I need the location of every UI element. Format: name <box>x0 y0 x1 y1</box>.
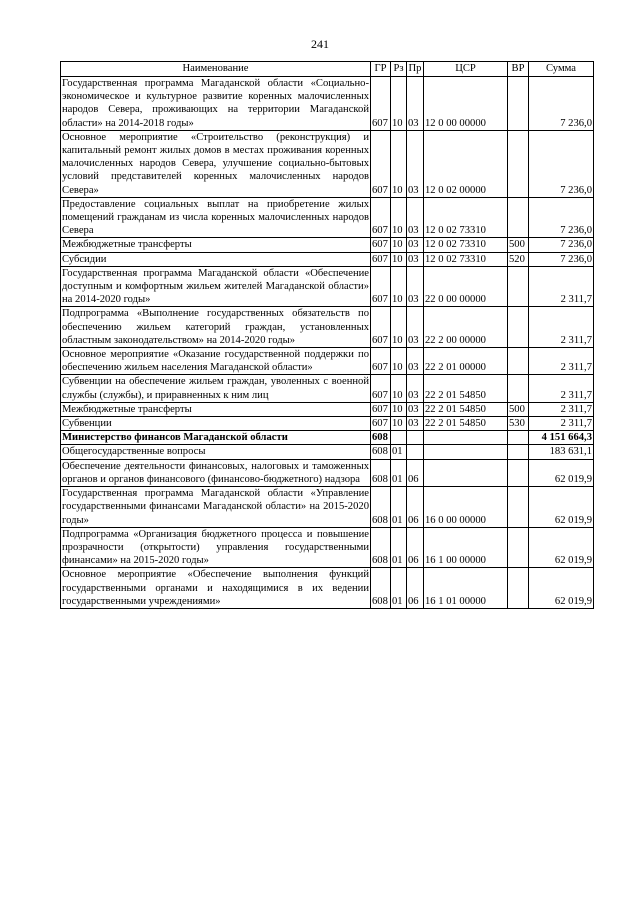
table-row <box>61 130 594 197</box>
row-csr: 16 0 00 00000 <box>424 487 508 528</box>
table-row <box>61 307 594 348</box>
table-row <box>61 252 594 266</box>
table-row <box>61 266 594 307</box>
row-gr: 607 <box>371 252 391 266</box>
header-pr: Пр <box>407 62 424 77</box>
row-name: Министерство финансов Магаданской области <box>61 431 371 445</box>
row-rz: 10 <box>391 348 407 375</box>
row-rz <box>391 431 407 445</box>
row-name: Подпрограмма «Выполнение государственных обязательств по обеспечению жильем категорий граждан, установленных областным законодательством» на 2014-2020 годы» <box>62 308 369 346</box>
row-gr: 607 <box>371 307 391 348</box>
row-rz: 01 <box>391 527 407 568</box>
row-vr <box>508 527 529 568</box>
row-pr: 03 <box>407 402 424 416</box>
row-vr <box>508 266 529 307</box>
row-gr: 608 <box>371 431 391 445</box>
row-vr <box>508 130 529 197</box>
table-row <box>61 238 594 252</box>
table-row <box>61 77 594 131</box>
row-gr: 608 <box>371 459 391 486</box>
table-row <box>61 459 594 486</box>
row-rz: 10 <box>391 417 407 431</box>
row-sum: 62 019,9 <box>529 487 594 528</box>
row-name: Государственная программа Магаданской области «Социально-экономическое и культурное развитие коренных малочисленных народов Севера, проживающих на территории Магаданской области» на 2014-2018 годы» <box>62 78 369 129</box>
row-pr: 03 <box>407 266 424 307</box>
row-vr <box>508 445 529 459</box>
row-rz: 10 <box>391 77 407 131</box>
row-csr: 22 2 01 54850 <box>424 375 508 402</box>
row-sum: 2 311,7 <box>529 307 594 348</box>
row-csr: 22 2 01 54850 <box>424 402 508 416</box>
row-csr: 12 0 02 73310 <box>424 252 508 266</box>
row-csr: 12 0 02 73310 <box>424 197 508 238</box>
row-rz: 10 <box>391 238 407 252</box>
row-pr <box>407 431 424 445</box>
row-csr <box>424 445 508 459</box>
row-name: Основное мероприятие «Оказание государственной поддержки по обеспечению жильем населения Магаданской области» <box>62 349 369 374</box>
row-name: Основное мероприятие «Обеспечение выполнения функций государственными органами и находящимися в их ведении государственными учреждениями» <box>62 569 369 607</box>
row-sum: 62 019,9 <box>529 527 594 568</box>
row-name: Субсидии <box>61 252 371 266</box>
row-name: Межбюджетные трансферты <box>61 238 371 252</box>
header-name: Наименование <box>61 62 371 77</box>
row-vr <box>508 197 529 238</box>
row-csr: 12 0 02 00000 <box>424 130 508 197</box>
row-rz: 01 <box>391 568 407 609</box>
row-gr: 608 <box>371 487 391 528</box>
table-row <box>61 197 594 238</box>
table-row <box>61 402 594 416</box>
row-sum: 7 236,0 <box>529 238 594 252</box>
row-gr: 607 <box>371 238 391 252</box>
row-rz: 01 <box>391 459 407 486</box>
row-pr: 03 <box>407 348 424 375</box>
row-sum: 62 019,9 <box>529 568 594 609</box>
row-sum: 2 311,7 <box>529 402 594 416</box>
row-sum: 2 311,7 <box>529 417 594 431</box>
row-csr: 22 0 00 00000 <box>424 266 508 307</box>
row-pr <box>407 445 424 459</box>
row-csr: 12 0 00 00000 <box>424 77 508 131</box>
row-gr: 607 <box>371 77 391 131</box>
row-sum: 62 019,9 <box>529 459 594 486</box>
header-csr: ЦСР <box>424 62 508 77</box>
row-sum: 183 631,1 <box>529 445 594 459</box>
header-rz: Рз <box>391 62 407 77</box>
row-pr: 06 <box>407 568 424 609</box>
table-row <box>61 417 594 431</box>
row-sum: 2 311,7 <box>529 266 594 307</box>
row-pr: 03 <box>407 238 424 252</box>
row-csr: 22 2 01 00000 <box>424 348 508 375</box>
row-name: Предоставление социальных выплат на приобретение жилых помещений гражданам из числа коренных малочисленных народов Севера <box>62 198 369 237</box>
row-sum: 7 236,0 <box>529 130 594 197</box>
row-pr: 03 <box>407 307 424 348</box>
row-csr: 16 1 01 00000 <box>424 568 508 609</box>
row-rz: 10 <box>391 130 407 197</box>
row-vr <box>508 348 529 375</box>
row-vr: 520 <box>508 252 529 266</box>
row-vr <box>508 487 529 528</box>
row-csr <box>424 459 508 486</box>
row-vr <box>508 307 529 348</box>
header-sum: Сумма <box>529 62 594 77</box>
row-pr: 03 <box>407 252 424 266</box>
row-rz: 01 <box>391 487 407 528</box>
row-rz: 10 <box>391 266 407 307</box>
row-vr: 500 <box>508 402 529 416</box>
table-row-ministry <box>61 431 594 445</box>
row-rz: 10 <box>391 402 407 416</box>
row-name: Государственная программа Магаданской области «Обеспечение доступным и комфортным жильем жителей Магаданской области» на 2014-2020 годы» <box>62 267 369 306</box>
row-name: Основное мероприятие «Строительство (реконструкция) и капитальный ремонт жилых домов в местах проживания коренных малочисленных народов Севера, улучшение социально-бытовых условий представителей коренных малочисленных народов Севера» <box>62 131 369 196</box>
row-vr <box>508 375 529 402</box>
row-rz: 10 <box>391 375 407 402</box>
row-gr: 607 <box>371 417 391 431</box>
row-gr: 608 <box>371 445 391 459</box>
row-gr: 607 <box>371 197 391 238</box>
row-csr: 22 2 00 00000 <box>424 307 508 348</box>
row-gr: 607 <box>371 130 391 197</box>
row-csr <box>424 431 508 445</box>
row-sum: 7 236,0 <box>529 197 594 238</box>
row-gr: 608 <box>371 568 391 609</box>
row-csr: 12 0 02 73310 <box>424 238 508 252</box>
row-vr: 530 <box>508 417 529 431</box>
row-sum: 7 236,0 <box>529 252 594 266</box>
row-csr: 16 1 00 00000 <box>424 527 508 568</box>
row-sum: 7 236,0 <box>529 77 594 131</box>
table-row <box>61 348 594 375</box>
row-name: Общегосударственные вопросы <box>61 445 371 459</box>
row-pr: 06 <box>407 527 424 568</box>
row-sum: 4 151 664,3 <box>529 431 594 445</box>
row-pr: 03 <box>407 130 424 197</box>
row-pr: 06 <box>407 459 424 486</box>
table-row <box>61 445 594 459</box>
row-name: Государственная программа Магаданской области «Управление государственными финансами Магаданской области» на 2015-2020 годы» <box>62 488 369 526</box>
table-header-row <box>61 62 594 77</box>
row-gr: 607 <box>371 375 391 402</box>
row-pr: 06 <box>407 487 424 528</box>
row-gr: 607 <box>371 348 391 375</box>
row-gr: 607 <box>371 402 391 416</box>
budget-table <box>60 61 594 609</box>
row-name: Межбюджетные трансферты <box>61 402 371 416</box>
row-name: Обеспечение деятельности финансовых, налоговых и таможенных органов и органов финансового (финансово-бюджетного) надзора <box>62 460 369 485</box>
row-name: Субвенции на обеспечение жильем граждан, уволенных с военной службы (службы), и приравненных к ним лиц <box>62 376 369 401</box>
table-row <box>61 487 594 528</box>
row-pr: 03 <box>407 77 424 131</box>
row-pr: 03 <box>407 197 424 238</box>
row-pr: 03 <box>407 375 424 402</box>
row-vr <box>508 77 529 131</box>
row-sum: 2 311,7 <box>529 375 594 402</box>
row-csr: 22 2 01 54850 <box>424 417 508 431</box>
row-rz: 10 <box>391 197 407 238</box>
header-gr: ГР <box>371 62 391 77</box>
row-name: Подпрограмма «Организация бюджетного процесса и повышение прозрачности (открытости) управления государственными финансами» на 2015-2020 годы» <box>62 528 369 567</box>
row-name: Субвенции <box>61 417 371 431</box>
row-rz: 10 <box>391 307 407 348</box>
row-gr: 607 <box>371 266 391 307</box>
header-vr: ВР <box>508 62 529 77</box>
row-pr: 03 <box>407 417 424 431</box>
row-vr <box>508 431 529 445</box>
row-vr <box>508 568 529 609</box>
row-sum: 2 311,7 <box>529 348 594 375</box>
row-rz: 01 <box>391 445 407 459</box>
table-row <box>61 527 594 568</box>
row-rz: 10 <box>391 252 407 266</box>
table-row <box>61 568 594 609</box>
row-vr <box>508 459 529 486</box>
row-gr: 608 <box>371 527 391 568</box>
table-row <box>61 375 594 402</box>
row-vr: 500 <box>508 238 529 252</box>
page-number: 241 <box>311 37 329 51</box>
